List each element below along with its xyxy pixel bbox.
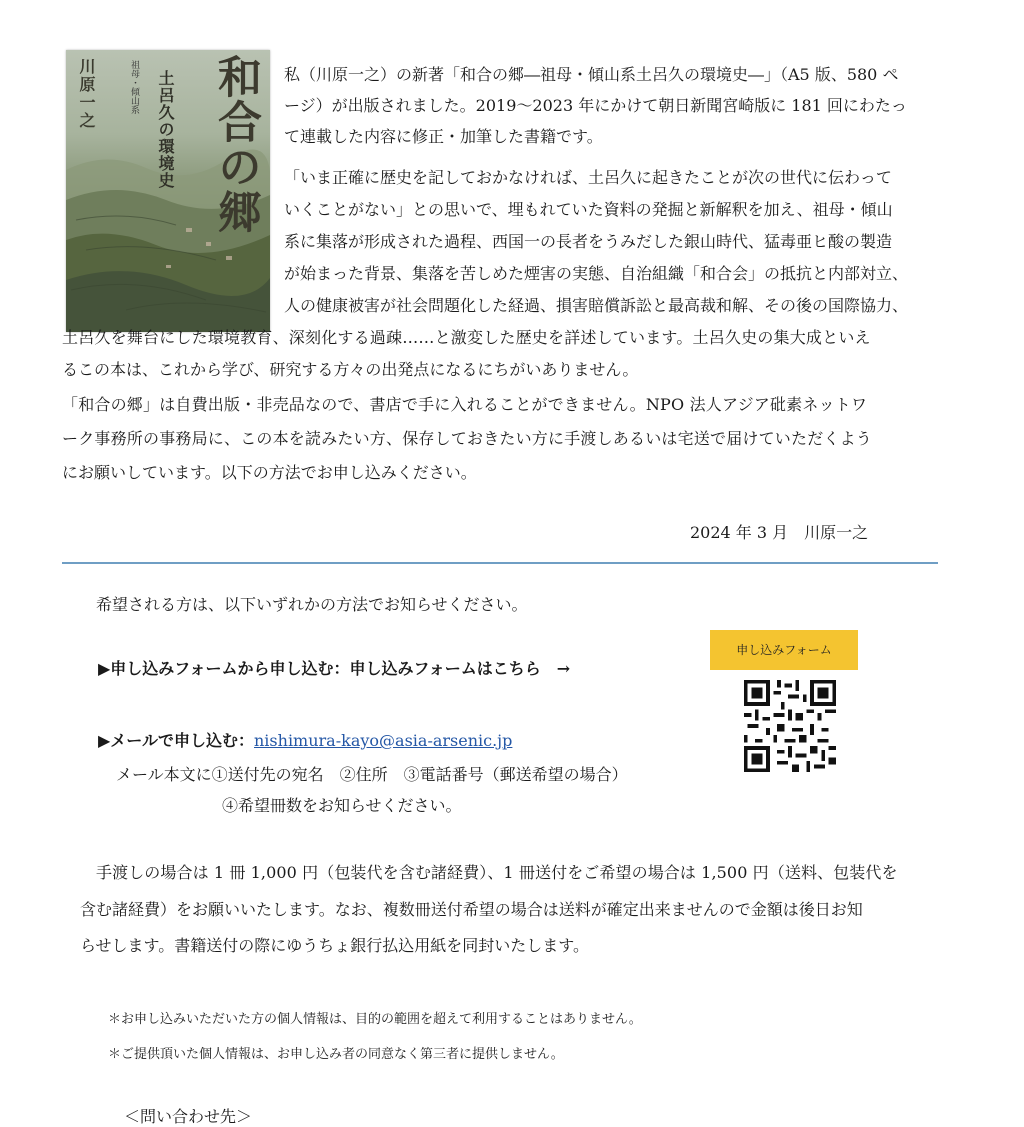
section-divider [62, 562, 938, 564]
contact-heading: ＜問い合わせ先＞ [124, 1107, 253, 1126]
quote-line-7: るこの本は、これから学び、研究する方々の出発点になるにちがいありません。 [62, 360, 639, 379]
mail-application [98, 728, 512, 751]
price-line-3: らせします。書籍送付の際にゆうちょ銀行払込用紙を同封いたします。 [80, 936, 589, 955]
mail-detail-2: ④希望冊数をお知らせください。 [222, 796, 462, 815]
application-form-button[interactable]: 申し込みフォーム [710, 630, 858, 670]
quote-line-2: いくことがない」との思いで、埋もれていた資料の発掘と新解釈を加え、祖母・傾山 [284, 200, 893, 219]
distribution-line-1: 「和合の郷」は自費出版・非売品なので、書店で手に入れることができません。NPO 法人アジア砒素ネットワ [62, 395, 868, 414]
qr-code-icon[interactable] [744, 680, 836, 772]
quote-line-1: 「いま正確に歴史を記しておかなければ、土呂久に起きたことが次の世代に伝わって [284, 168, 892, 187]
price-line-1: 手渡しの場合は 1 冊 1,000 円（包装代を含む諸経費）、1 冊送付をご希望の場合は 1,500 円（送料、包装代を [96, 863, 898, 882]
mail-address-link[interactable]: nishimura-kayo@asia-arsenic.jp [254, 731, 513, 750]
intro-line-2: ージ）が出版されました。2019～2023 年にかけて朝日新聞宮崎版に 181 回にわたっ [284, 96, 907, 115]
quote-line-4: が始まった背景、集落を苦しめた煙害の実態、自治組織「和合会」の抵抗と内部対立、 [284, 264, 909, 283]
intro-line-1: 私（川原一之）の新著「和合の郷―祖母・傾山系土呂久の環境史―」（A5 版、580 ペ [284, 65, 899, 84]
cover-title: 和合の郷 [210, 54, 261, 234]
distribution-line-3: にお願いしています。以下の方法でお申し込みください。 [62, 463, 477, 482]
intro-line-3: て連載した内容に修正・加筆した書籍です。 [284, 127, 603, 146]
cover-series: 祖母・傾山系 [129, 60, 139, 114]
privacy-note-1: ＊お申し込みいただいた方の個人情報は、目的の範囲を超えて利用することはありません。 [108, 1012, 642, 1027]
distribution-line-2: ーク事務所の事務局に、この本を読みたい方、保存しておきたい方に手渡しあるいは宅送で届けていただくよう [62, 429, 873, 448]
book-cover-image [66, 50, 270, 332]
quote-line-6: 土呂久を舞台にした環境教育、深刻化する過疎……と激変した歴史を詳述しています。土呂久史の集大成といえ [62, 328, 871, 347]
cover-author: 川原一之 [77, 58, 96, 130]
cover-subtitle: 土呂久の環境史 [156, 70, 175, 189]
application-intro: 希望される方は、以下いずれかの方法でお知らせください。 [96, 595, 528, 614]
quote-line-3: 系に集落が形成された過程、西国一の長者をうみだした銀山時代、猛毒亜ヒ酸の製造 [284, 232, 893, 251]
mail-label: ▶メールで申し込む： [98, 731, 254, 750]
price-line-2: 含む諸経費）をお願いいたします。なお、複数冊送付希望の場合は送料が確定出来ませんので金額は後日お知 [80, 900, 863, 919]
form-application-link[interactable]: ▶申し込みフォームから申し込む：申し込みフォームはこちら → [98, 659, 571, 678]
privacy-note-2: ＊ご提供頂いた個人情報は、お申し込み者の同意なく第三者に提供しません。 [108, 1047, 564, 1062]
mail-detail-1: メール本文に①送付先の宛名 ②住所 ③電話番号（郵送希望の場合） [116, 765, 628, 784]
quote-line-5: 人の健康被害が社会問題化した経過、損害賠償訴訟と最高裁和解、その後の国際協力、 [284, 296, 909, 315]
signature-date: 2024 年 3 月 川原一之 [690, 523, 869, 542]
